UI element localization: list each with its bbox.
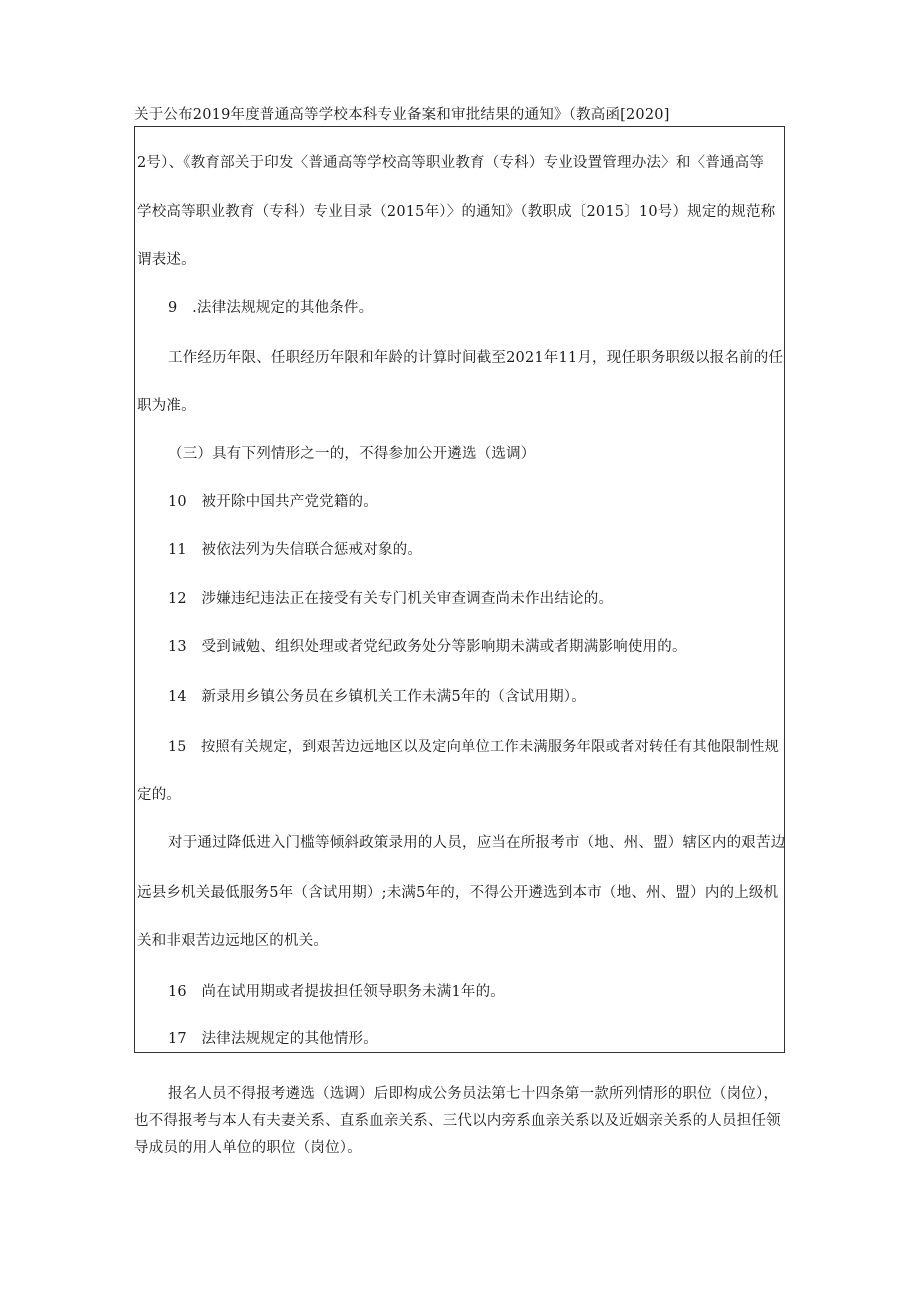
after-line-1: 报名人员不得报考遴选（选调）后即构成公务员法第七十四条第一款所列情形的职位（岗位），: [168, 1086, 779, 1102]
box-line-1: 2号）、《教育部关于印发〈普通高等学校高等职业教育（专科）专业设置管理办法〉和〈普通高等: [137, 155, 765, 171]
box-item-13: 13 受到诫勉、组织处理或者党纪政务处分等影响期未满或者期满影响使用的。: [168, 639, 687, 655]
title-line: 关于公布2019年度普通高等学校本科专业备案和审批结果的通知》（教高函[2020]: [134, 107, 670, 123]
box-line-17: 关和非艰苦边远地区的机关。: [137, 933, 329, 949]
box-line-5: 工作经历年限、任职经历年限和年龄的计算时间截至2021年11月，现任职务职级以报名前的任: [168, 350, 784, 366]
after-line-2: 也不得报考与本人有夫妻关系、直系血亲关系、三代以内旁系血亲关系以及近姻亲关系的人员担任领: [134, 1113, 781, 1129]
box-item-17: 17 法律法规规定的其他情形。: [168, 1031, 378, 1047]
section-heading-3: （三）具有下列情形之一的，不得参加公开遴选（选调）: [168, 446, 536, 462]
after-line-3: 导成员的用人单位的职位（岗位）。: [134, 1140, 362, 1156]
box-line-16: 远县乡机关最低服务5年（含试用期）;未满5年的，不得公开遴选到本市（地、州、盟）内的上级机: [137, 885, 779, 901]
box-item-9: 9 .法律法规规定的其他条件。: [168, 300, 374, 316]
box-item-11: 11 被依法列为失信联合惩戒对象的。: [168, 542, 423, 558]
box-item-16: 16 尚在试用期或者提拔担任领导职务未满1年的。: [168, 984, 505, 1000]
box-item-14: 14 新录用乡镇公务员在乡镇机关工作未满5年的（含试用期）。: [168, 689, 586, 705]
box-line-6: 职为准。: [137, 398, 196, 414]
box-line-14: 定的。: [137, 787, 182, 803]
box-line-15: 对于通过降低进入门槛等倾斜政策录用的人员，应当在所报考市（地、州、盟）辖区内的艰苦边: [168, 835, 786, 851]
box-line-2: 学校高等职业教育（专科）专业目录（2015年）〉的通知》（教职成〔2015〕10号）规定的规范称: [137, 204, 776, 220]
box-item-15: 15 按照有关规定，到艰苦边远地区以及定向单位工作未满服务年限或者对转任有其他限制性规: [168, 739, 779, 755]
box-item-10: 10 被开除中国共产党党籍的。: [168, 494, 378, 510]
box-line-3: 谓表述。: [137, 252, 196, 268]
box-item-12: 12 涉嫌违纪违法正在接受有关专门机关审查调查尚未作出结论的。: [168, 591, 614, 607]
